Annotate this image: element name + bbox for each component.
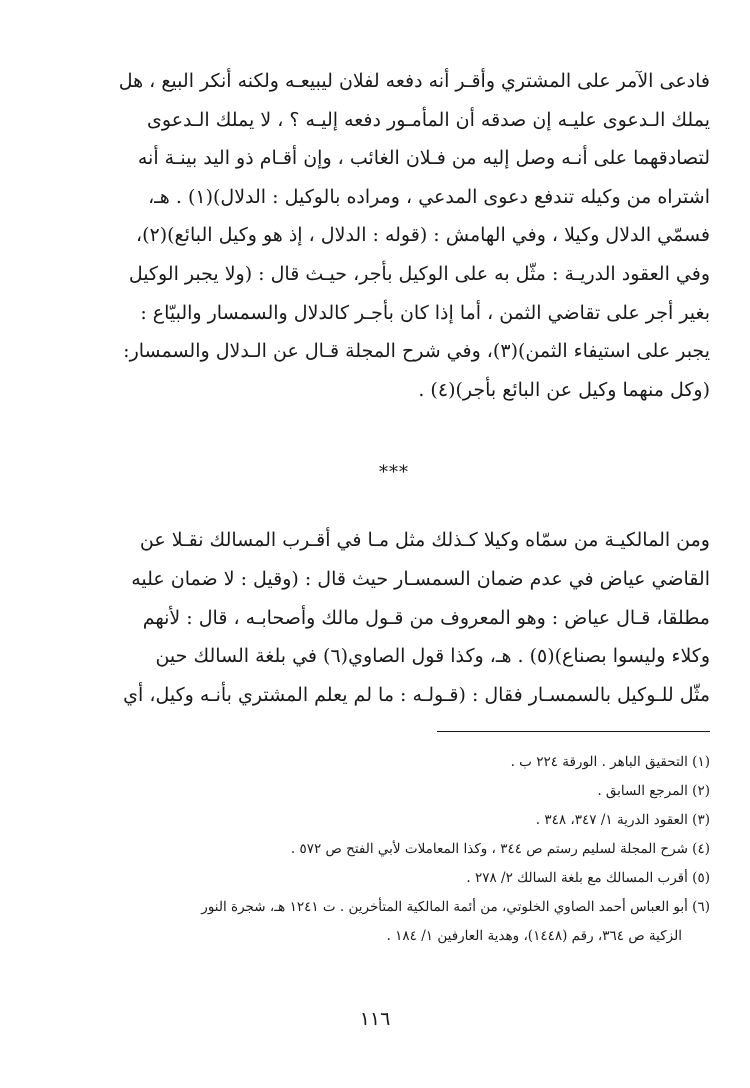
text-line: وفي العقود الدريـة : مثّل به على الوكيل بأجر، حيـث قال : (ولا يجبر الوكيل (128, 262, 710, 285)
footnote-continuation: الزكية ص ٣٦٤، رقم (١٤٤٨)، وهدية العارفين ١/ ١٨٤ . (386, 928, 682, 944)
paragraph-1 (78, 62, 710, 409)
text-line: مطلقا، قـال عياض : وهو المعروف من قـول مالك وأصحابـه ، قال : لأنهم (142, 606, 710, 629)
text-line: (وكل منهما وكيل عن البائع بأجر)(٤) . (418, 378, 710, 401)
footnote: (٥) أقرب المسالك مع بلغة السالك ٢/ ٢٧٨ . (466, 870, 710, 886)
footnote-separator (437, 731, 710, 732)
footnote: (٣) العقود الدرية ١/ ٣٤٧، ٣٤٨ . (535, 812, 710, 828)
paragraph-2 (78, 521, 710, 714)
section-divider: *** (379, 462, 409, 484)
page-body (78, 62, 710, 944)
text-line: وكلاء وليسوا بصناع)(٥) . هـ، وكذا قول الصاوي(٦) في بلغة السالك حين (155, 645, 710, 668)
text-line: فادعى الآمر على المشتري وأقـر أنه دفعه لفلان ليبيعـه ولكنه أنكر البيع ، هل (118, 70, 710, 92)
text-line: مثّل للـوكيل بالسمسـار فقال : (قـولـه : ما لم يعلم المشتري بأنـه وكيل، أي (123, 683, 710, 706)
footnote: (٤) شرح المجلة لسليم رستم ص ٣٤٤ ، وكذا المعاملات لأبي الفتح ص ٥٧٢ . (290, 841, 710, 857)
text-line: لتصادقهما على أنـه وصل إليه من فـلان الغائب ، وإن أقـام ذو اليد بينـة أنه (137, 147, 710, 170)
text-line: فسمّي الدلال وكيلا ، وفي الهامش : (قوله : الدلال ، إذ هو وكيل البائع)(٢)، (135, 224, 710, 247)
footnote: (١) التحقيق الباهر . الورقة ٢٢٤ ب . (510, 754, 710, 770)
footnote: (٦) أبو العباس أحمد الصاوي الخلوتي، من أئمة المالكية المتأخرين . ت ١٢٤١ هـ، شجرة النور (201, 899, 710, 915)
footnotes (78, 748, 710, 951)
text-line: بغير أجر على تقاضي الثمن ، أما إذا كان بأجـر كالدلال والسمسار والبيّاع : (140, 301, 710, 324)
text-line: ومن المالكيـة من سمّاه وكيلا كـذلك مثل مـا في أقـرب المسالك نقـلا عن (139, 529, 710, 552)
text-line: القاضي عياض في عدم ضمان السمسـار حيث قال : (وقيل : لا ضمان عليه (131, 567, 710, 590)
text-line: يجبر على استيفاء الثمن)(٣)، وفي شرح المجلة قـال عن الـدلال والسمسار: (123, 340, 710, 363)
text-line: اشتراه من وكيله تندفع دعوى المدعي ، ومراده بالوكيل : الدلال)(١) . هـ، (148, 185, 710, 208)
footnote: (٢) المرجع السابق . (597, 783, 710, 799)
text-line: يملك الـدعوى عليـه إن صدقه أن المأمـور دفعه إليـه ؟ ، لا يملك الـدعوى (147, 108, 710, 131)
page-number: ١١٦ (359, 1008, 391, 1030)
